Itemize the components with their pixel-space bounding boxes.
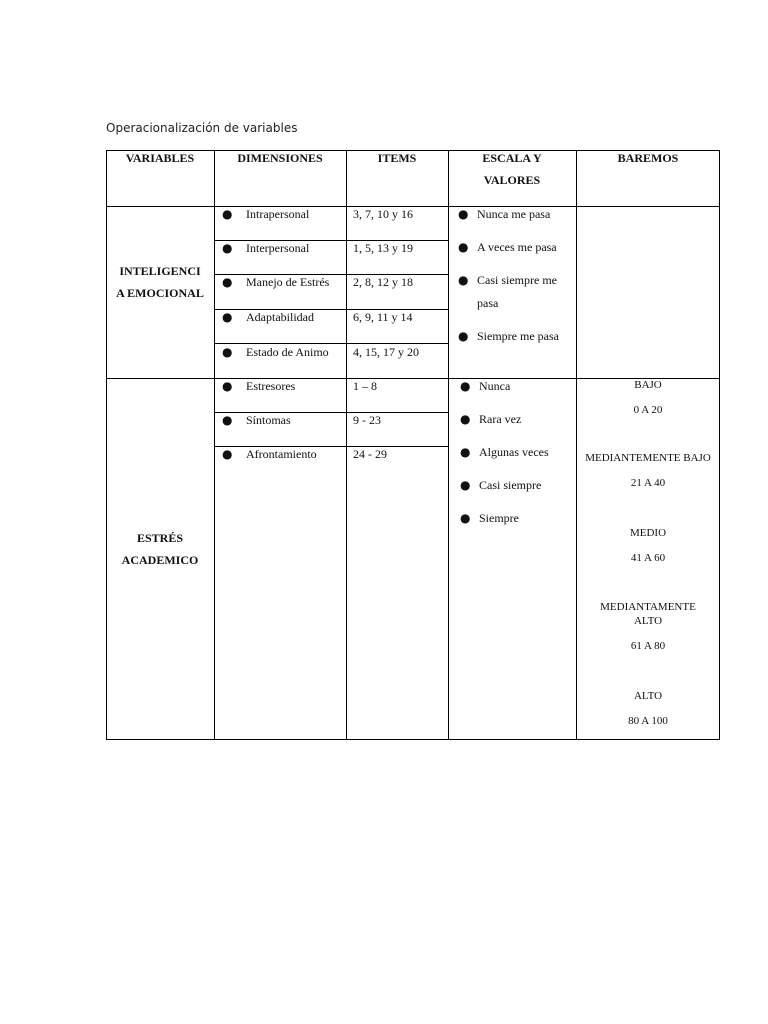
dimension-name: Estresores [246,379,296,393]
dimension-items: 24 - 29 [353,447,387,461]
baremo-label: BAJO [634,379,662,391]
baremo-range: 61 A 80 [630,640,666,652]
baremo-label: MEDIANTAMENTE [600,601,696,613]
dimension-items: 1, 5, 13 y 19 [353,241,413,255]
bullet-icon: ● [458,207,469,221]
baremo-range: 41 A 60 [630,552,666,564]
baremo-range: 21 A 40 [630,477,666,489]
bullet-icon: ● [458,273,469,287]
dimension-items: 9 - 23 [353,413,381,427]
bullet-icon: ● [458,240,469,254]
bullet-icon: ● [460,478,471,492]
header-items: ITEMS [377,151,417,165]
baremo-range: 0 A 20 [633,404,663,416]
dimension-items: 6, 9, 11 y 14 [353,310,413,324]
dimension-name: Interpersonal [246,241,310,255]
table-border-bottom [106,739,720,740]
bullet-icon: ● [460,412,471,426]
scale-value: Casi siempre me [477,273,557,287]
operationalization-table [106,150,720,740]
scale-value: Nunca [479,379,511,393]
bullet-icon: ● [222,241,233,255]
baremo-label: MEDIANTEMENTE BAJO [585,452,711,464]
dimension-name: Adaptabilidad [246,310,314,324]
dimension-name: Síntomas [246,413,291,427]
dimension-items: 2, 8, 12 y 18 [353,275,413,289]
baremo-label: ALTO [633,690,663,702]
bullet-icon: ● [460,511,471,525]
bullet-icon: ● [222,379,233,393]
bullet-icon: ● [460,445,471,459]
bullet-icon: ● [222,310,233,324]
header-divider [106,206,720,207]
bullet-icon: ● [222,275,233,289]
bullet-icon: ● [458,329,469,343]
dimension-name: Intrapersonal [246,207,310,221]
baremo-label: ALTO [633,615,663,627]
header-variables: VARIABLES [125,151,195,165]
header-escala-line1: ESCALA Y [482,151,542,165]
scale-value: pasa [477,296,499,310]
scale-value: Rara vez [479,412,522,426]
bullet-icon: ● [222,207,233,221]
bullet-icon: ● [460,379,471,393]
variable-name-line: INTELIGENCI [119,264,201,278]
scale-value: Algunas veces [479,445,549,459]
bullet-icon: ● [222,413,233,427]
scale-value: Casi siempre [479,478,542,492]
scale-value: Siempre me pasa [477,329,559,343]
scale-value: Siempre [479,511,519,525]
dimension-items: 4, 15, 17 y 20 [353,345,419,359]
bullet-icon: ● [222,345,233,359]
dimension-items: 3, 7, 10 y 16 [353,207,413,221]
column-divider [346,150,347,740]
dimension-name: Afrontamiento [246,447,317,461]
table-border-left [106,150,107,740]
variable-name-line: ESTRÉS [136,531,184,545]
baremo-label: MEDIO [629,527,667,539]
bullet-icon: ● [222,447,233,461]
dimension-name: Estado de Animo [246,345,329,359]
variable-name-line: A EMOCIONAL [116,286,204,300]
dimension-items: 1 – 8 [353,379,377,393]
column-divider [214,150,215,740]
scale-value: A veces me pasa [477,240,557,254]
variable-name-line: ACADEMICO [121,553,199,567]
dimension-name: Manejo de Estrés [246,275,330,289]
table-caption: Operacionalización de variables [106,121,298,135]
header-escala-line2: VALORES [483,173,541,187]
header-baremos: BAREMOS [617,151,679,165]
scale-value: Nunca me pasa [477,207,551,221]
baremo-range: 80 A 100 [628,715,668,727]
column-divider [448,150,449,740]
header-dimensiones: DIMENSIONES [237,151,323,165]
